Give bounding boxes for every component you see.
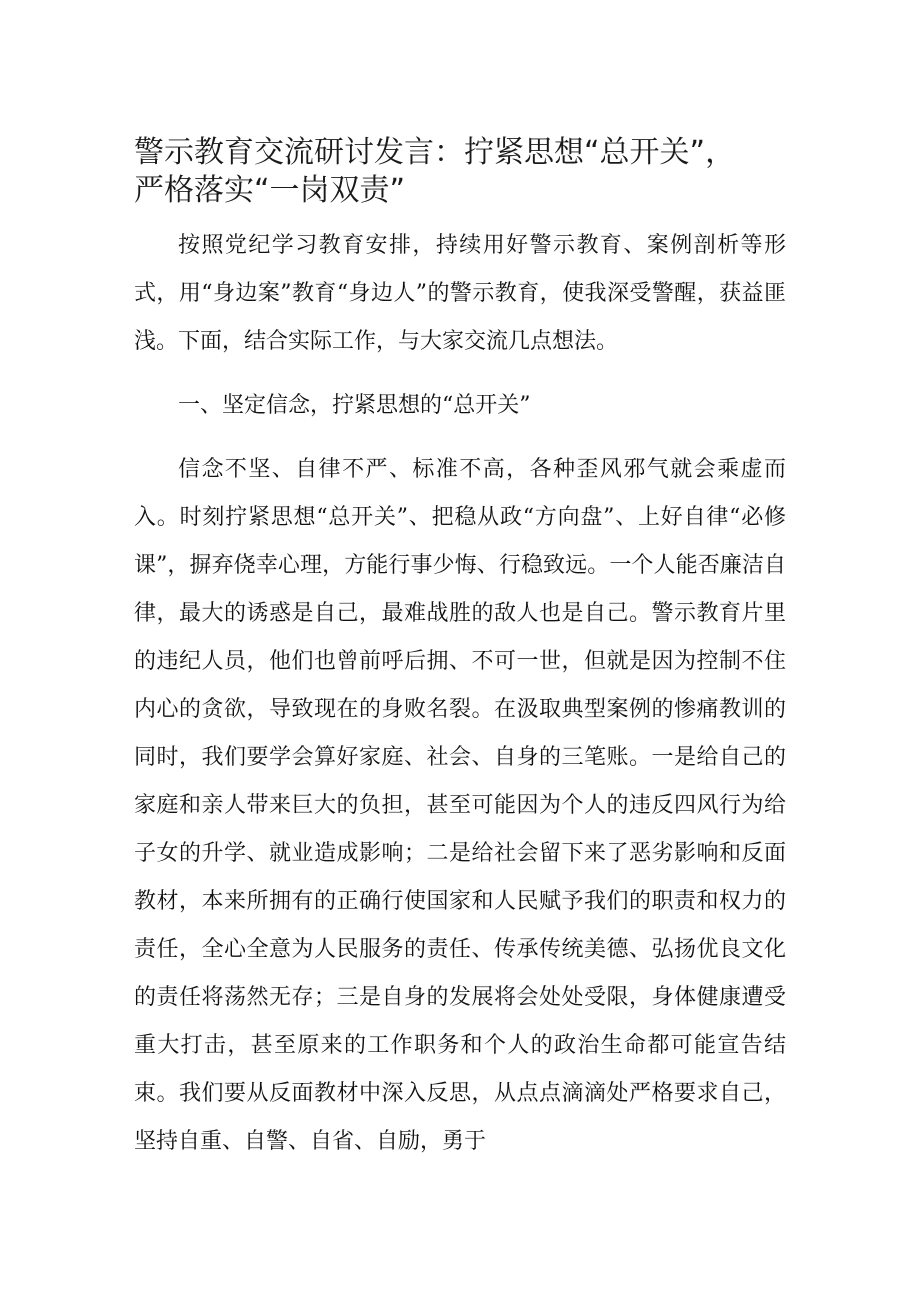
section-1-paragraph: 信念不坚、自律不严、标准不高，各种歪风邪气就会乘虚而入。时刻拧紧思想“总开关”、把稳从政“方向盘”、上好自律“必修课”，摒弃侥幸心理，方能行事少悔、行稳致远。一个人能否廉洁自律，最大的诱惑是自己，最难战胜的敌人也是自己。警示教育片里的违纪人员，他们也曾前呼后拥、不可一世，但就是因为控制不住内心的贪欲，导致现在的身败名裂。在汲取典型案例的惨痛教训的同时，我们要学会算好家庭、社会、自身的三笔账。一是给自己的家庭和亲人带来巨大的负担，甚至可能因为个人的违反四风行为给子女的升学、就业造成影响；二是给社会留下来了恶劣影响和反面教材，本来所拥有的正确行使国家和人民赋予我们的职责和权力的责任，全心全意为人民服务的责任、传承传统美德、弘扬优良文化的责任将荡然无存；三是自身的发展将会处处受限，身体健康遭受重大打击，甚至原来的工作职务和个人的政治生命都可能宣告结束。我们要从反面教材中深入反思，从点点滴滴处严格要求自己，坚持自重、自警、自省、自励，勇于 (134, 457, 786, 1154)
intro-paragraph: 按照党纪学习教育安排，持续用好警示教育、案例剖析等形式，用“身边案”教育“身边人”的警示教育，使我深受警醒，获益匪浅。下面，结合实际工作，与大家交流几点想法。 (134, 233, 786, 354)
section-1-heading: 一、坚定信念，拧紧思想的“总开关” (178, 393, 531, 418)
document-title (134, 134, 814, 210)
title-line-1: 警示教育交流研讨发言：拧紧思想“总开关”， (134, 135, 736, 170)
title-line-2: 严格落实“一岗双责” (134, 173, 406, 208)
document-body (134, 222, 786, 1166)
